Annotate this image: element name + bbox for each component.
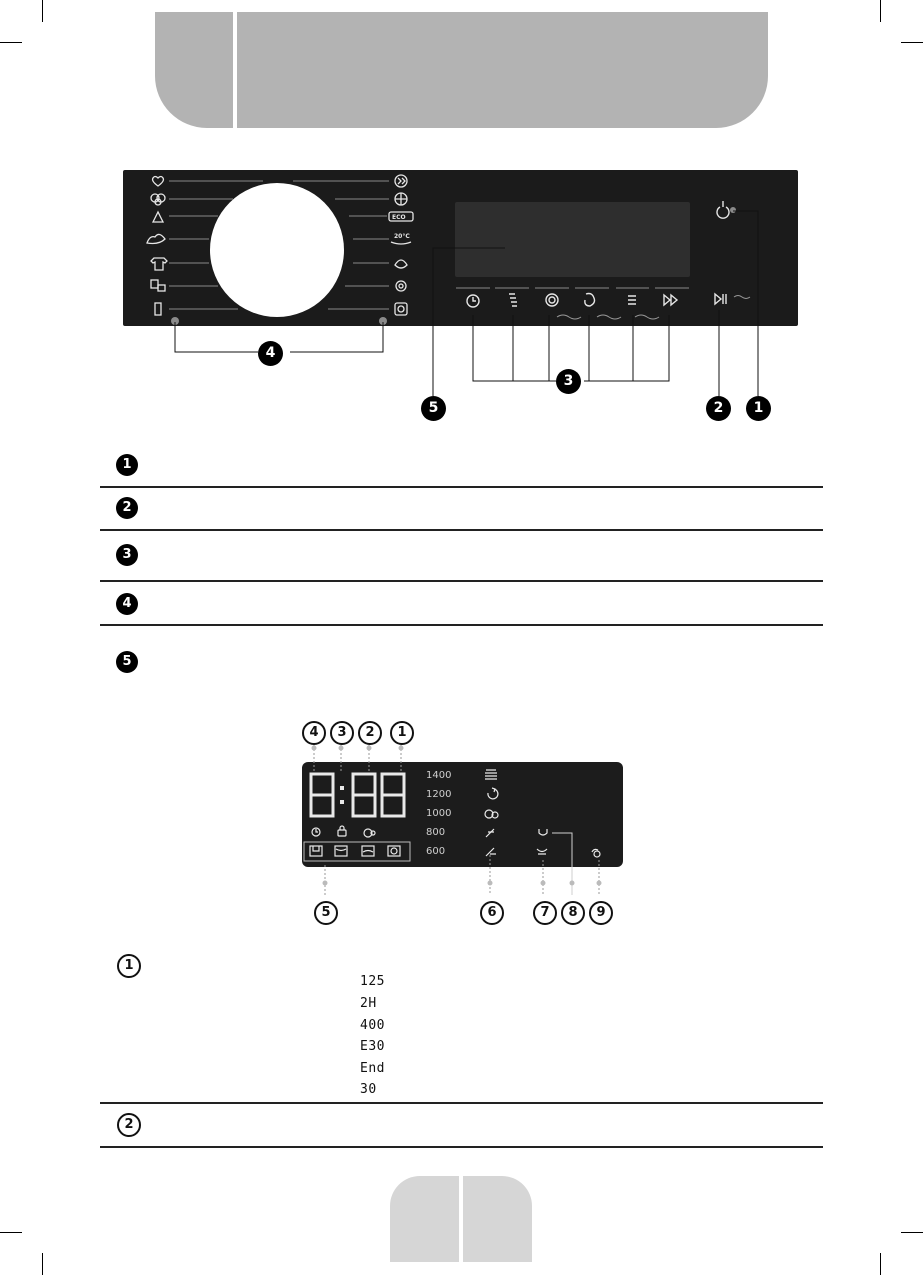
row-divider [100, 1146, 823, 1148]
legend-badge-5: 5 [116, 651, 138, 673]
display-code: 30 [360, 1082, 377, 1097]
display-callout-5: 5 [314, 901, 338, 925]
display-callout-7: 7 [533, 901, 557, 925]
svg-text:20°C: 20°C [394, 233, 410, 240]
display-digits [302, 762, 623, 867]
crop-mark [880, 1253, 881, 1275]
row-divider [100, 486, 823, 488]
legend-badge-2: 2 [116, 497, 138, 519]
legend-badge-4: 4 [116, 593, 138, 615]
display-code: 400 [360, 1018, 385, 1033]
row-divider [100, 1102, 823, 1104]
display-callout-1: 1 [390, 721, 414, 745]
crop-mark [901, 1232, 923, 1233]
display-code: 125 [360, 974, 385, 989]
row-divider [100, 529, 823, 531]
spin-speed-1400: 1400 [426, 770, 452, 781]
callout-function-buttons: 3 [556, 369, 581, 394]
display-legend-badge-2: 2 [117, 1113, 141, 1137]
crop-mark [42, 1253, 43, 1275]
legend-badge-1: 1 [116, 454, 138, 476]
svg-text:ECO: ECO [392, 214, 406, 221]
display-callout-4: 4 [302, 721, 326, 745]
row-divider [100, 580, 823, 582]
display-code: End [360, 1061, 385, 1076]
callout-leaders [0, 0, 923, 430]
callout-display: 5 [421, 396, 446, 421]
row-divider [100, 624, 823, 626]
display-callout-3: 3 [330, 721, 354, 745]
legend-badge-3: 3 [116, 544, 138, 566]
display-callout-9: 9 [589, 901, 613, 925]
spin-speed-1000: 1000 [426, 808, 452, 819]
callout-dial: 4 [258, 341, 283, 366]
callout-start-pause: 2 [706, 396, 731, 421]
crop-mark [0, 1232, 22, 1233]
spin-speed-800: 800 [426, 827, 446, 838]
callout-power: 1 [746, 396, 771, 421]
display-legend-badge-1: 1 [117, 954, 141, 978]
display-callout-6: 6 [480, 901, 504, 925]
display-callout-2: 2 [358, 721, 382, 745]
display-code: E30 [360, 1039, 385, 1054]
spin-speed-1200: 1200 [426, 789, 452, 800]
display-code: 2H [360, 996, 377, 1011]
display-callout-8: 8 [561, 901, 585, 925]
spin-speed-600: 600 [426, 846, 446, 857]
footer-tab [390, 1176, 532, 1262]
